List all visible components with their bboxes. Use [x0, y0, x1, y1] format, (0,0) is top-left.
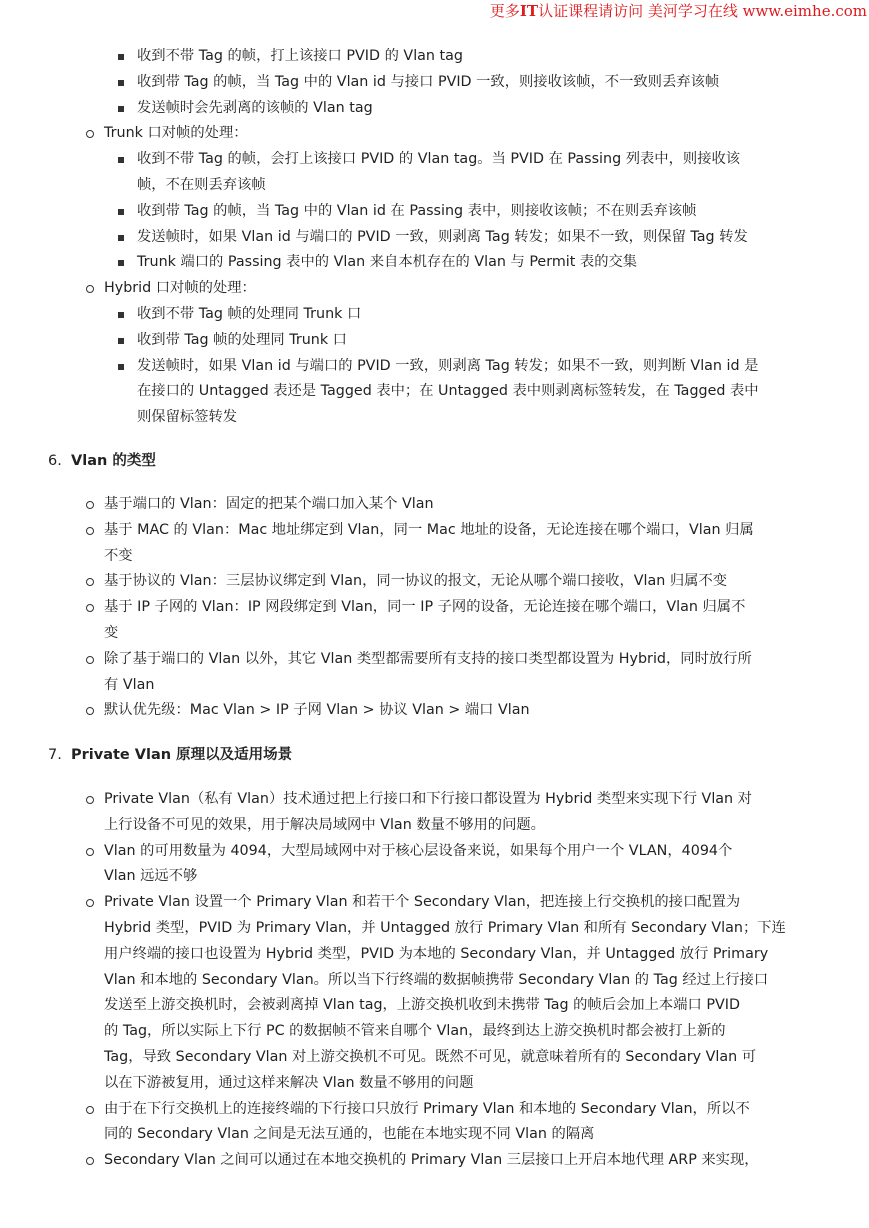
hybrid-item-text: 发送帧时，如果 Vlan id 与端口的 PVID 一致，则剥离 Tag 转发；如果不一致，则判断 Vlan id 是 [137, 357, 759, 374]
section-6-item-bullet [86, 707, 94, 715]
section-6-item-bullet [86, 501, 94, 509]
section-7-item-bullet [86, 848, 94, 856]
access-item-bullet [118, 106, 124, 112]
section-7-item-text: 同的 Secondary Vlan 之间是无法互通的，也能在本地实现不同 Vlan 的隔离 [104, 1126, 595, 1143]
section-7-item-text: Hybrid 类型，PVID 为 Primary Vlan，并 Untagged 放行 Primary Vlan 和所有 Secondary Vlan；下连 [104, 920, 786, 936]
section-7-item-bullet [86, 899, 94, 907]
section-7-item-text: 由于在下行交换机上的连接终端的下行接口只放行 Primary Vlan 和本地的 Secondary Vlan，所以不 [104, 1100, 750, 1117]
section-7-item-text: Vlan 的可用数量为 4094，大型局域网中对于核心层设备来说，如果每个用户一个 VLAN，4094个 [104, 842, 733, 859]
section-7-item-text: Vlan 远远不够 [104, 868, 198, 885]
section-6-item-text: 除了基于端口的 Vlan 以外，其它 Vlan 类型都需要所有支持的接口类型都设置为 Hybrid，同时放行所 [104, 650, 752, 667]
trunk-item-text: 收到带 Tag 的帧，当 Tag 中的 Vlan id 在 Passing 表中，则接收该帧；不在则丢弃该帧 [137, 202, 697, 219]
section-6-item-bullet [86, 604, 94, 612]
section-6-item-text: 基于协议的 Vlan：三层协议绑定到 Vlan，同一协议的报文，无论从哪个端口接收，Vlan 归属不变 [104, 573, 728, 590]
trunk-item-bullet [118, 157, 124, 163]
trunk-item-text: Trunk 端口的 Passing 表中的 Vlan 来自本机存在的 Vlan 与 Permit 表的交集 [137, 254, 638, 271]
section-7-item-text: 上行设备不可见的效果，用于解决局域网中 Vlan 数量不够用的问题。 [104, 816, 545, 833]
access-item-bullet [118, 80, 124, 86]
section-7-item-bullet [86, 796, 94, 804]
section-7-title: Private Vlan 原理以及适用场景 [71, 747, 293, 763]
section-7-item-text: Private Vlan（私有 Vlan）技术通过把上行接口和下行接口都设置为 Hybrid 类型来实现下行 Vlan 对 [104, 791, 752, 807]
section-6-item-text: 基于 IP 子网的 Vlan：IP 网段绑定到 Vlan，同一 IP 子网的设备，无论连接在哪个端口，Vlan 归属不 [104, 599, 746, 616]
trunk-item-bullet [118, 260, 124, 266]
section-7-item-text: 以在下游被复用，通过这样来解决 Vlan 数量不够用的问题 [104, 1074, 474, 1091]
trunk-item-bullet [118, 209, 124, 215]
trunk-item-text: 发送帧时，如果 Vlan id 与端口的 PVID 一致，则剥离 Tag 转发；如果不一致，则保留 Tag 转发 [137, 228, 748, 245]
hybrid-item-text: 收到不带 Tag 帧的处理同 Trunk 口 [137, 306, 362, 322]
hybrid-item-text: 则保留标签转发 [137, 409, 238, 426]
section-6-title: Vlan 的类型 [71, 453, 156, 469]
section-6-item-text: 变 [104, 625, 119, 641]
section-7-item-text: 的 Tag，所以实际上下行 PC 的数据帧不管来自哪个 Vlan，最终到达上游交换机时都会被打上新的 [104, 1023, 726, 1040]
trunk-item-bullet [118, 235, 124, 241]
hybrid-title-bullet [86, 285, 94, 293]
hybrid-item-bullet [118, 312, 124, 318]
trunk-item-text: 帧，不在则丢弃该帧 [137, 177, 266, 193]
section-7-item-text: Private Vlan 设置一个 Primary Vlan 和若干个 Secondary Vlan，把连接上行交换机的接口配置为 [104, 894, 741, 911]
section-6-item-text: 默认优先级：Mac Vlan > IP 子网 Vlan > 协议 Vlan > 端口 Vlan [104, 702, 530, 719]
section-7-item-text: 发送至上游交换机时，会被剥离掉 Vlan tag，上游交换机收到未携带 Tag 的帧后会加上本端口 PVID [104, 997, 740, 1014]
section-7-number: 7. [48, 747, 62, 763]
section-6-item-text: 不变 [104, 547, 133, 564]
section-6-number: 6. [48, 453, 62, 469]
section-6-item-text: 基于端口的 Vlan：固定的把某个端口加入某个 Vlan [104, 496, 434, 512]
section-7-item-text: Vlan 和本地的 Secondary Vlan。所以当下行终端的数据帧携带 Secondary Vlan 的 Tag 经过上行接口 [104, 971, 769, 988]
section-7-item-text: Tag，导致 Secondary Vlan 对上游交换机不可见。既然不可见，就意味着所有的 Secondary Vlan 可 [104, 1049, 757, 1065]
hybrid-title: Hybrid 口对帧的处理： [104, 280, 256, 297]
section-7-item-text: Secondary Vlan 之间可以通过在本地交换机的 Primary Vlan 三层接口上开启本地代理 ARP 来实现， [104, 1152, 759, 1169]
trunk-item-text: 收到不带 Tag 的帧，会打上该接口 PVID 的 Vlan tag。当 PVID 在 Passing 列表中，则接收该 [137, 151, 741, 168]
section-6-item-text: 基于 MAC 的 Vlan：Mac 地址绑定到 Vlan，同一 Mac 地址的设备，无论连接在哪个端口，Vlan 归属 [104, 521, 754, 538]
hybrid-item-bullet [118, 364, 124, 370]
site-watermark: 更多IT认证课程请访问 美河学习在线 www.eimhe.com [489, 2, 867, 20]
access-item-text: 收到不带 Tag 的帧，打上该接口 PVID 的 Vlan tag [137, 48, 463, 64]
section-6-item-bullet [86, 656, 94, 664]
access-item-text: 收到带 Tag 的帧，当 Tag 中的 Vlan id 与接口 PVID 一致，则接收该帧，不一致则丢弃该帧 [137, 73, 720, 90]
section-7-item-bullet [86, 1106, 94, 1114]
trunk-title-bullet [86, 130, 94, 138]
hybrid-item-text: 收到带 Tag 帧的处理同 Trunk 口 [137, 331, 347, 348]
section-7-item-bullet [86, 1157, 94, 1165]
section-6-item-bullet [86, 578, 94, 586]
access-item-text: 发送帧时会先剥离的该帧的 Vlan tag [137, 99, 373, 116]
section-6-item-text: 有 Vlan [104, 676, 155, 693]
hybrid-item-text: 在接口的 Untagged 表还是 Tagged 表中；在 Untagged 表中则剥离标签转发，在 Tagged 表中 [137, 383, 759, 400]
hybrid-item-bullet [118, 338, 124, 344]
section-6-item-bullet [86, 527, 94, 535]
access-item-bullet [118, 54, 124, 60]
trunk-title: Trunk 口对帧的处理： [104, 125, 248, 142]
section-7-item-text: 用户终端的接口也设置为 Hybrid 类型，PVID 为本地的 Secondary Vlan，并 Untagged 放行 Primary [104, 945, 769, 962]
